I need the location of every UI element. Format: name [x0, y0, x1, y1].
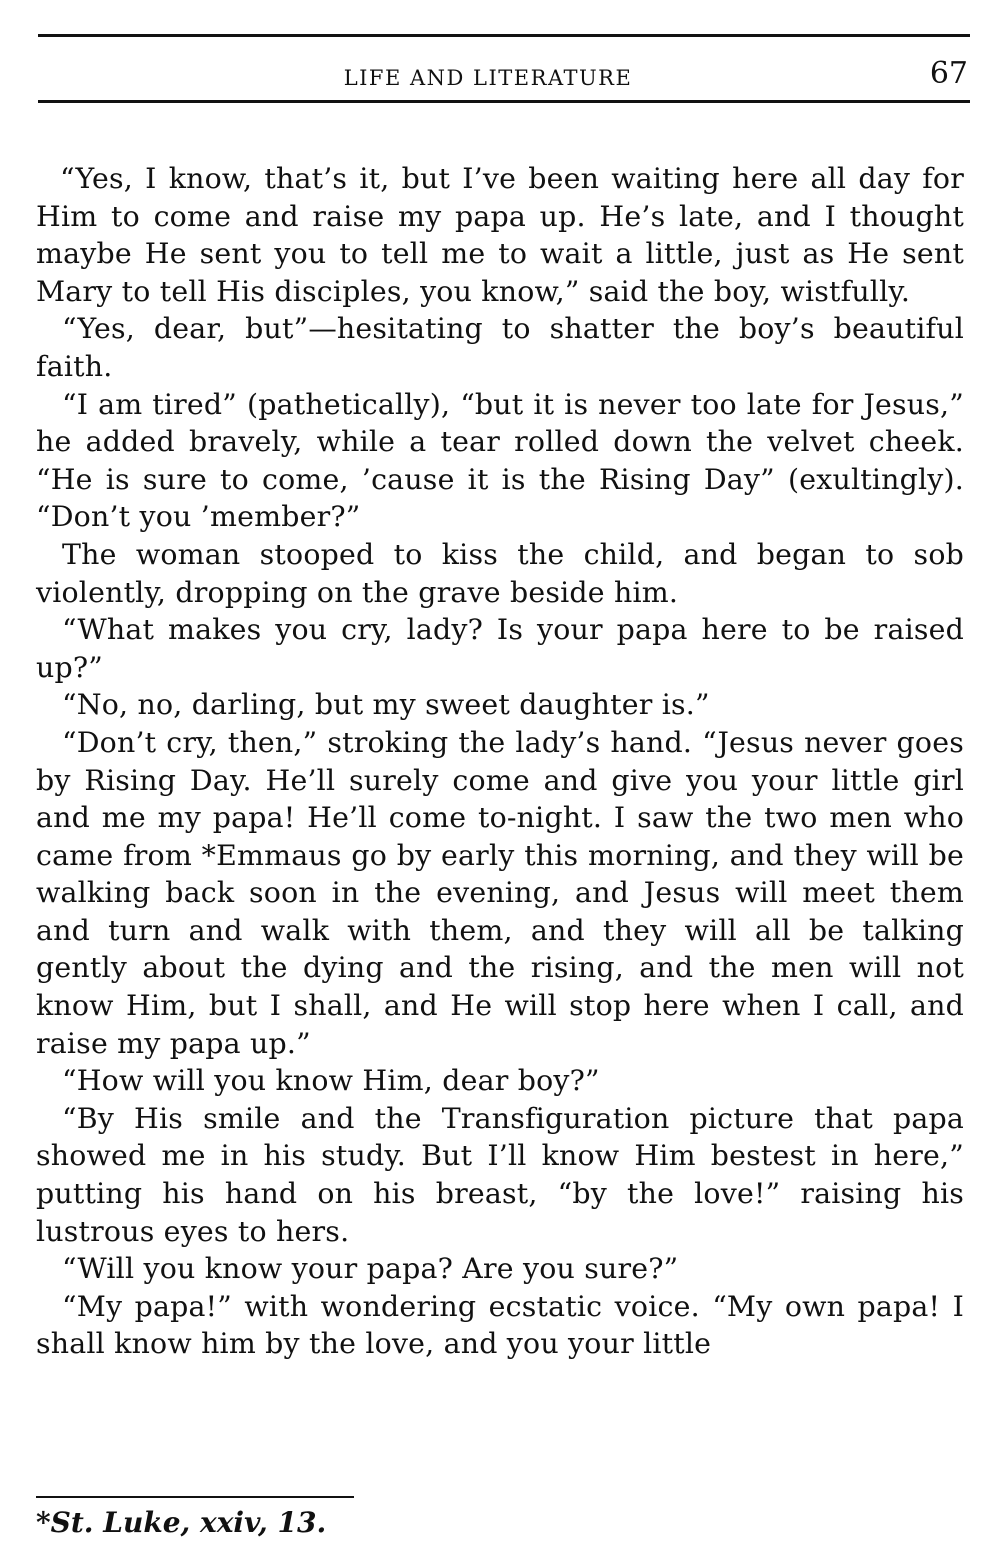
running-title: LIFE AND LITERATURE: [343, 66, 633, 90]
paragraph: “Don’t cry, then,” stroking the lady’s hand. “Jesus never goes by Rising Day. He’ll surely come and give you your little girl and me my papa! He’ll come to-night. I saw the two men who came from *Emmaus go by early this morning, and they will be walking back soon in the evening, and Jesus will meet them and turn and walk with them, and they will all be talking gently about the dying and the rising, and the men will not know Him, but I shall, and He will stop here when I call, and raise my papa up.”: [36, 725, 964, 1060]
paragraph: “By His smile and the Transfiguration picture that papa showed me in his study. But I’ll know Him bestest in here,” putting his hand on his breast, “by the love!” raising his lustrous eyes to hers.: [36, 1101, 964, 1248]
paragraph: “How will you know Him, dear boy?”: [62, 1064, 600, 1098]
footnote-rule: [36, 1496, 354, 1498]
body-text: [36, 160, 964, 1363]
paragraph: “My papa!” with wondering ecstatic voice. “My own papa! I shall know him by the love, and you your little: [36, 1289, 964, 1361]
paragraph: “What makes you cry, lady? Is your papa here to be raised up?”: [36, 613, 964, 684]
page-number: 67: [929, 56, 968, 91]
paragraph: “Yes, dear, but”—hesitating to shatter the boy’s beautiful faith.: [36, 312, 964, 383]
paragraph: “Yes, I know, that’s it, but I’ve been waiting here all day for Him to come and raise my papa up. He’s late, and I thought maybe He sent you to tell me to wait a little, just as He sent Mary to tell His disciples, you know,” said the boy, wistfully.: [36, 162, 964, 308]
paragraph: “Will you know your papa? Are you sure?”: [62, 1252, 679, 1286]
paragraph: “No, no, darling, but my sweet daughter is.”: [62, 688, 710, 722]
header-bottom-rule: [38, 100, 970, 103]
paragraph: The woman stooped to kiss the child, and began to sob violently, dropping on the grave beside him.: [36, 537, 964, 609]
paragraph: “I am tired” (pathetically), “but it is never too late for Jesus,” he added bravely, while a tear rolled down the velvet cheek. “He is sure to come, ’cause it is the Rising Day” (exultingly). “Don’t you ’member?”: [36, 387, 964, 534]
running-head: [38, 56, 970, 96]
header-top-rule: [38, 34, 970, 37]
footnote: *St. Luke, xxiv, 13.: [36, 1506, 327, 1539]
